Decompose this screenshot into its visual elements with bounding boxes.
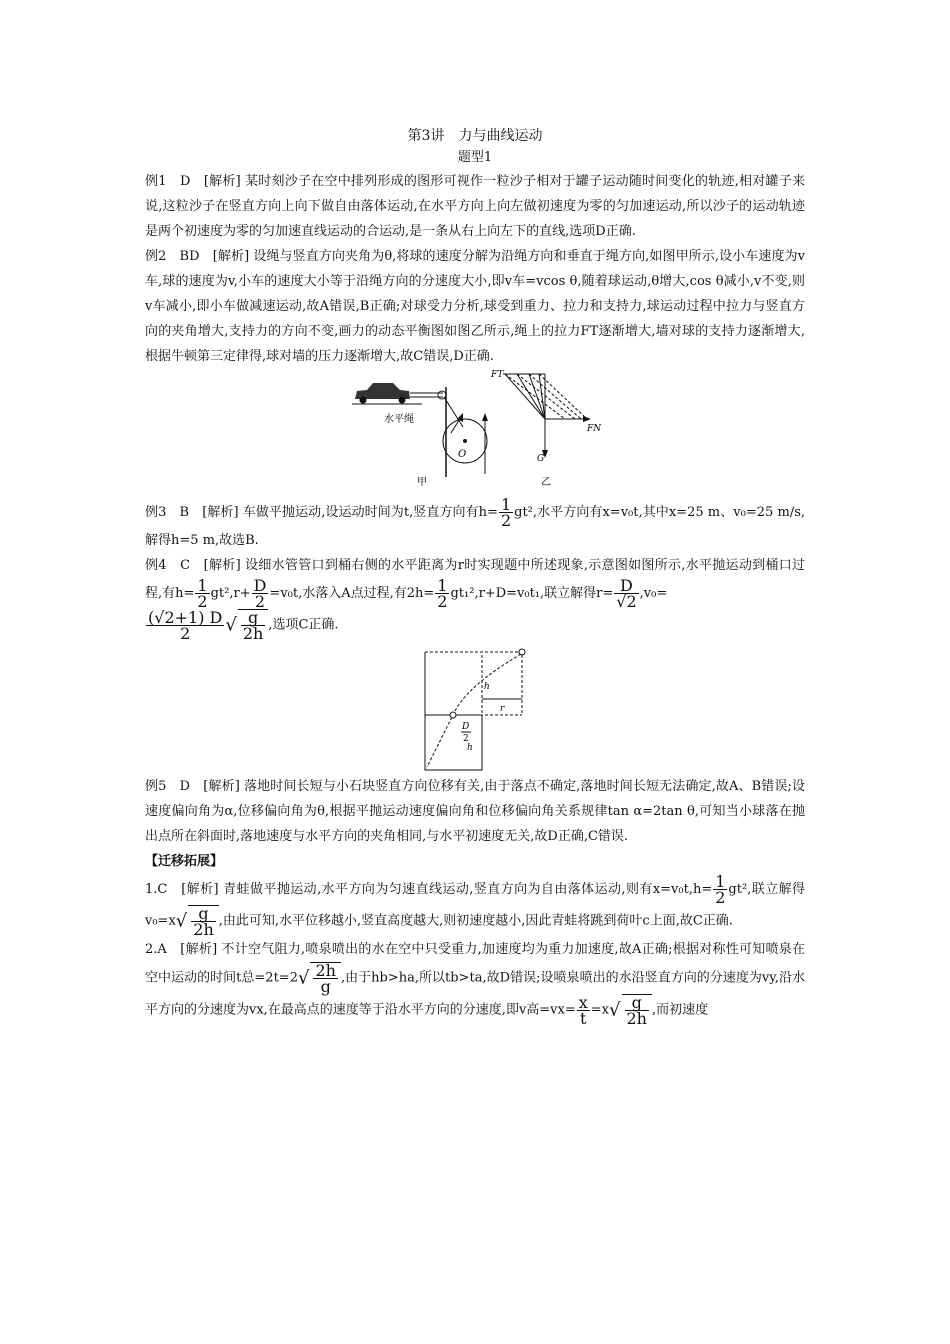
page-subtitle: 题型1 — [457, 150, 493, 165]
label-jia: 甲 — [417, 477, 427, 488]
example-5: 例5 D [解析] 落地时间长短与小石块竖直方向位移有关,由于落点不确定,落地时间长短无法确定,故A、B错误;设速度偏向角为α,位移偏向角为θ,根据平抛运动速度偏向角和位移偏向角关系规律tan α=2tan θ,可知当小球落在抛出点所在斜面时,落地速度与水平方向的夹角相同,与水平初速度无关,故D正确,C错误. — [145, 779, 805, 844]
document-page — [145, 125, 805, 1026]
figure-bucket-svg — [145, 647, 805, 772]
label-r: r — [500, 704, 505, 714]
extension-title: 【迁移拓展】 — [145, 854, 224, 869]
fraction-v0-expression: $\frac{(√2+1) D}{2}$ — [148, 607, 223, 643]
fraction-one-half: $\frac{1}{2}$ — [437, 576, 448, 611]
label-ft: FT — [491, 370, 504, 380]
fraction-one-half: $\frac{1}{2}$ — [715, 872, 726, 907]
fraction-one-half: $\frac{1}{2}$ — [500, 495, 512, 530]
fraction-g-over-2h: $\frac{g}{2h}$ — [193, 904, 214, 939]
page-title: 第3讲 力与曲线运动 — [407, 128, 543, 144]
example-4: 例4 C [解析] 设细水管管口到桶右侧的水平距离为r时实现题中所述现象,示意图如图所示,水平抛运动到桶口过程,有h= $\frac{1}{2}$ gt²,r+ $\frac{D}{2}$ =v₀t,水落入A点过程,有2h= $\frac{1}{2}$ gt₁²,r+D=v₀t₁,联立解得r= $\frac{D}{√2}$ ,v₀= $\frac{(√2+1) D}{2}$ √ $\frac{g}{2h}$ ,选项C正确. — [145, 558, 805, 643]
fraction-one-half: $\frac{1}{2}$ — [197, 576, 208, 611]
figure-car-ball-svg — [145, 369, 805, 489]
label-yi: 乙 — [541, 477, 551, 488]
fraction-d-over-sqrt2: $\frac{D}{√2}$ — [616, 576, 637, 611]
question-1: 1.C [解析] 青蛙做平抛运动,水平方向为匀速直线运动,竖直方向为自由落体运动,则有x=v₀t,h= $\frac{1}{2}$ gt²,联立解得v₀=x√ $\frac{g}{2h}$ ,由此可知,水平位移越小,竖直高度越大,则初速度越小,因此青蛙将跳到荷叶c上面,故C正确. — [145, 872, 805, 939]
fraction-g-over-2h: $\frac{g}{2h}$ — [626, 993, 647, 1028]
label-g: G — [537, 454, 545, 464]
label-h2: h — [467, 743, 473, 753]
question-2: 2.A [解析] 不计空气阻力,喷泉喷出的水在空中只受重力,加速度均为重力加速度,故A正确;根据对称性可知喷泉在空中运动的时间t总=2t=2√ $\frac{2h}{g}$ ,由于hb>ha,所以tb>ta,故D错误;设喷泉喷出的水沿竖直方向的分速度为vy,沿水平方向的分速度为vx,在最高点的速度等于沿水平方向的分速度,即v高=vx= $\frac{x}{t}$ =x√ $\frac{g}{2h}$ ,而初速度 — [145, 942, 805, 1028]
label-o: O — [458, 449, 467, 460]
label-h1: h — [484, 682, 490, 692]
fraction-x-over-t: $\frac{x}{t}$ — [578, 992, 588, 1028]
label-fn: FN — [587, 424, 602, 434]
example-2: 例2 BD [解析] 设绳与竖直方向夹角为θ,将球的速度分解为沿绳方向和垂直于绳方向,如图甲所示,设小车速度为v车,球的速度为v,小车的速度大小等于沿绳方向的分速度大小,即v车=vcos θ,随着球运动,θ增大,cos θ减小,v不变,则v车减小,即小车做减速运动,故A错误,B正确;对球受力分析,球受到重力、拉力和支持力,球运动过程中拉力与竖直方向的夹角增大,支持力的方向不变,画力的动态平衡图如图乙所示,绳上的拉力FT逐渐增大,墙对球的支持力逐渐增大,根据牛顿第三定律得,球对墙的压力逐渐增大,故C错误,D正确. — [145, 249, 805, 364]
label-rope: 水平绳 — [384, 414, 414, 425]
fraction-g-over-2h: $\frac{g}{2h}$ — [242, 608, 264, 643]
label-d: D — [462, 722, 470, 732]
radical-sign: √ — [175, 910, 188, 932]
label-2: 2 — [463, 734, 469, 744]
example-1: 例1 D [解析] 某时刻沙子在空中排列形成的图形可视作一粒沙子相对于罐子运动随时间变化的轨迹,相对罐子来说,这粒沙子在竖直方向上向下做自由落体运动,在水平方向上向左做初速度为零的匀加速运动,所以沙子的运动轨迹是两个初速度为零的匀加速直线运动的合运动,是一条从右上向左下的直线,选项D正确. — [145, 174, 805, 239]
fraction-d-over-2: $\frac{D}{2}$ — [253, 576, 267, 611]
example-3: 例3 B [解析] 车做平抛运动,设运动时间为t,竖直方向有h= $\frac{1}{2}$ gt²,水平方向有x=v₀t,其中x=25 m、v₀=25 m/s,解得h=5 m,故选B. — [145, 495, 805, 548]
fraction-2h-over-g: $\frac{2h}{g}$ — [315, 961, 336, 996]
figure-bucket — [145, 647, 805, 772]
figure-car-ball — [145, 369, 805, 489]
radical-sign: √ — [225, 614, 237, 636]
radical-sign: √ — [609, 999, 621, 1021]
radical-sign: √ — [297, 967, 310, 989]
